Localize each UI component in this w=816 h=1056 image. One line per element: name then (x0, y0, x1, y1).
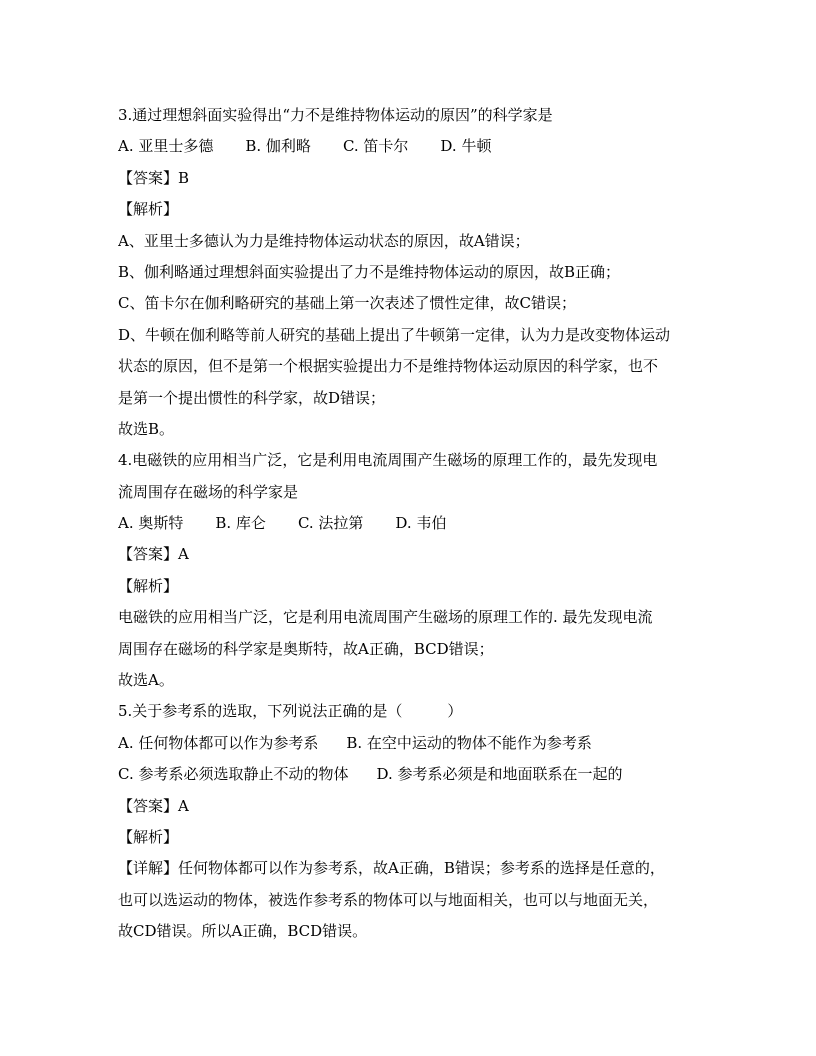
q3-analysis-line: 是第一个提出惯性的科学家，故D错误； (118, 388, 386, 407)
q3-analysis-line: C、笛卡尔在伽利略研究的基础上第一次表述了惯性定律，故C错误； (118, 294, 576, 313)
q5-option-a: A. 任何物体都可以作为参考系 (118, 733, 319, 752)
q3-options (118, 131, 708, 162)
q3-conclusion: 故选B。 (118, 419, 175, 438)
q5-option-b: B. 在空中运动的物体不能作为参考系 (346, 733, 592, 752)
q5-analysis-label: 【解析】 (118, 827, 179, 846)
q4-option-d: D. 韦伯 (395, 514, 447, 533)
q3-analysis-line: 状态的原因，但不是第一个根据实验提出力不是维持物体运动原因的科学家，也不 (118, 357, 659, 376)
q4-option-a: A. 奥斯特 (118, 514, 184, 533)
q4-analysis-line: 电磁铁的应用相当广泛，它是利用电流周围产生磁场的原理工作的. 最先发现电流 (118, 608, 653, 627)
q3-answer: 【答案】B (118, 168, 190, 187)
q3-analysis-line: A、亚里士多德认为力是维持物体运动状态的原因，故A错误； (118, 231, 530, 250)
q5-stem: 5.关于参考系的选取，下列说法正确的是（ ） (118, 702, 463, 721)
q4-conclusion: 故选A。 (118, 671, 174, 690)
q4-analysis-label: 【解析】 (118, 576, 179, 595)
q3-option-b: B. 伽利略 (245, 137, 311, 156)
q5-answer: 【答案】A (118, 796, 189, 815)
q3-stem: 3.通过理想斜面实验得出“力不是维持物体运动的原因”的科学家是 (118, 106, 553, 124)
document-page (118, 100, 708, 948)
q5-options-row-1 (118, 728, 708, 759)
q3-analysis-line: B、伽利略通过理想斜面实验提出了力不是维持物体运动的原因，故B正确； (118, 262, 621, 281)
q5-option-c: C. 参考系必须选取静止不动的物体 (118, 765, 349, 784)
q4-analysis-line: 周围存在磁场的科学家是奥斯特，故A正确，BCD错误； (118, 639, 494, 658)
q4-stem-line: 流周围存在磁场的科学家是 (118, 482, 299, 501)
q5-analysis-line: 也可以选运动的物体，被选作参考系的物体可以与地面相关，也可以与地面无关， (118, 890, 659, 909)
q5-analysis-line: 故CD错误。所以A正确，BCD错误。 (118, 922, 368, 941)
q5-option-d: D. 参考系必须是和地面联系在一起的 (376, 765, 623, 784)
q3-analysis-line: D、牛顿在伽利略等前人研究的基础上提出了牛顿第一定律，认为力是改变物体运动 (118, 325, 671, 344)
q5-analysis-line: 【详解】任何物体都可以作为参考系，故A正确，B错误；参考系的选择是任意的， (118, 859, 665, 878)
q3-option-d: D. 牛顿 (440, 137, 492, 156)
q4-option-b: B. 库仑 (215, 514, 266, 533)
q3-analysis-label: 【解析】 (118, 200, 179, 219)
q4-answer: 【答案】A (118, 545, 189, 564)
q3-option-c: C. 笛卡尔 (342, 137, 409, 156)
q5-options-row-2 (118, 759, 708, 790)
q4-options (118, 508, 708, 539)
q3-option-a: A. 亚里士多德 (118, 137, 214, 156)
q4-option-c: C. 法拉第 (297, 514, 364, 533)
q4-stem-line: 4.电磁铁的应用相当广泛，它是利用电流周围产生磁场的原理工作的，最先发现电 (118, 451, 658, 470)
